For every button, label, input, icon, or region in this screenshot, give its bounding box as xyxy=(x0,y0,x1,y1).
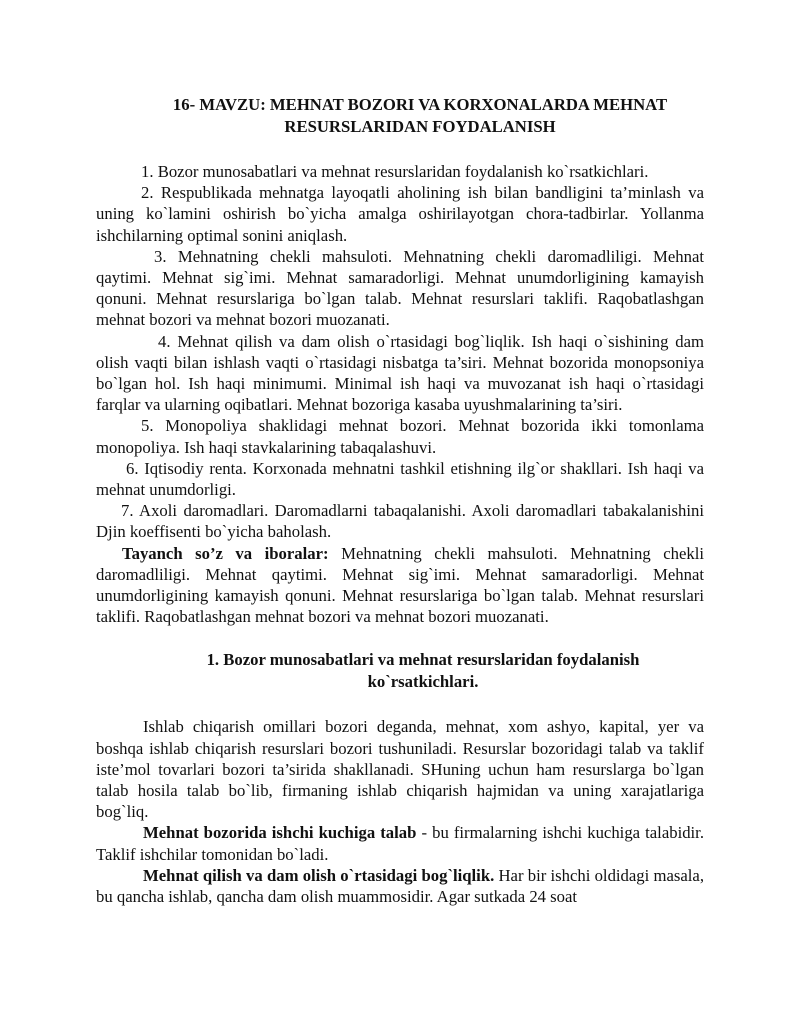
work-leisure-text: Har bir ishchi oldidagi masala, bu qancha ishlab, qancha dam olish muammosidir. Agar sutkada 24 soat xyxy=(96,865,705,907)
keywords-text: Mehnatning chekli mahsuloti. Mehnatning chekli daromadliligi. Mehnat qaytimi. Mehnat sig`imi. Mehnat samaradorligi. Mehnat unumdorligining kamayish qonuni. Mehnat resurslariga bo`lgan talab. Mehnat resurslari taklifi. Raqobatlashgan mehnat bozori va mehnat bozori muozanati. xyxy=(96,543,704,627)
plan-item-5: 5. Monopoliya shaklidagi mehnat bozori. Mehnat bozorida ikki tomonlama monopoliya. Ish haqi stavkalarining tabaqalashuvi. xyxy=(96,416,704,457)
body-paragraph-1: Ishlab chiqarish omillari bozori deganda, mehnat, xom ashyo, kapital, yer va boshqa ishlab chiqarish resurslari bozori tushuniladi. Resurslar bozoridagi talab va taklif iste’mol tovarlari bozori ta’sirida shakllanadi. SHuning uchun ham resurslarga bo`lgan talab hosila talab bo`lib, firmaning ishlab chiqarish hajmidan va uning xarajatlariga bog`liq. xyxy=(96,717,704,822)
title-line-1: 16- MAVZU: MEHNAT BOZORI VA KORXONALARDA MEHNAT xyxy=(172,95,668,114)
section-body xyxy=(96,716,704,907)
plan-item-3: 3. Mehnatning chekli mahsuloti. Mehnatning chekli daromadliligi. Mehnat qaytimi. Mehnat sig`imi. Mehnat samaradorligi. Mehnat unumdorligining kamayish qonuni. Mehnat resurslariga bo`lgan talab. Mehnat resurslari taklifi. Raqobatlashgan mehnat bozori va mehnat bozori muozanati. xyxy=(96,246,704,330)
plan-item-4: 4. Mehnat qilish va dam olish o`rtasidagi bog`liqlik. Ish haqi o`sishining dam olish vaqti bilan ishlash vaqti o`rtasidagi nisbatga ta’siri. Mehnat bozorida monopsoniya bo`lgan hol. Ish haqi minimumi. Minimal ish haqi va muvozanat ish haqi o`rtasidagi farqlar va ularning oqibatlari. Mehnat bozoriga kasaba uyushmalarining ta’siri. xyxy=(96,331,704,415)
title-line-2: RESURSLARIDAN FOYDALANISH xyxy=(284,117,556,136)
plan-item-6: 6. Iqtisodiy renta. Korxonada mehnatni tashkil etishning ilg`or shakllari. Ish haqi va mehnat unumdorligi. xyxy=(96,458,704,500)
topic-plan xyxy=(96,161,704,627)
section-heading-line-2: ko`rsatkichlari. xyxy=(367,672,479,692)
section-heading-line-1: 1. Bozor munosabatlari va mehnat resurslaridan foydalanish xyxy=(206,650,640,670)
body-paragraph-2 xyxy=(96,822,704,864)
body-paragraph-3 xyxy=(96,865,704,907)
plan-item-1: 1. Bozor munosabatlari va mehnat resurslaridan foydalanish ko`rsatkichlari. xyxy=(141,162,649,181)
labor-demand-definition: - bu firmalarning ishchi kuchiga talabidir. Taklif ishchilar tomonidan bo`ladi. xyxy=(96,823,704,864)
labor-demand-term: Mehnat bozorida ishchi kuchiga talab xyxy=(143,823,417,843)
keywords-paragraph xyxy=(96,543,704,628)
plan-item-7: 7. Axoli daromadlari. Daromadlarni tabaqalanishi. Axoli daromadlari tabakalanishini Djin koeffisenti bo`yicha baholash. xyxy=(96,501,704,542)
work-leisure-term: Mehnat qilish va dam olish o`rtasidagi bog`liqlik. xyxy=(143,865,495,885)
keywords-label: Tayanch so’z va iboralar: xyxy=(122,543,329,563)
document-title xyxy=(96,94,704,138)
plan-item-2: 2. Respublikada mehnatga layoqatli aholining ish bilan bandligini ta’minlash va uning ko`lamini oshirish bo`yicha amalga oshirilayotgan chora-tadbirlar. Yollanma ishchilarning optimal sonini aniqlash. xyxy=(96,183,704,245)
section-heading xyxy=(96,649,704,693)
